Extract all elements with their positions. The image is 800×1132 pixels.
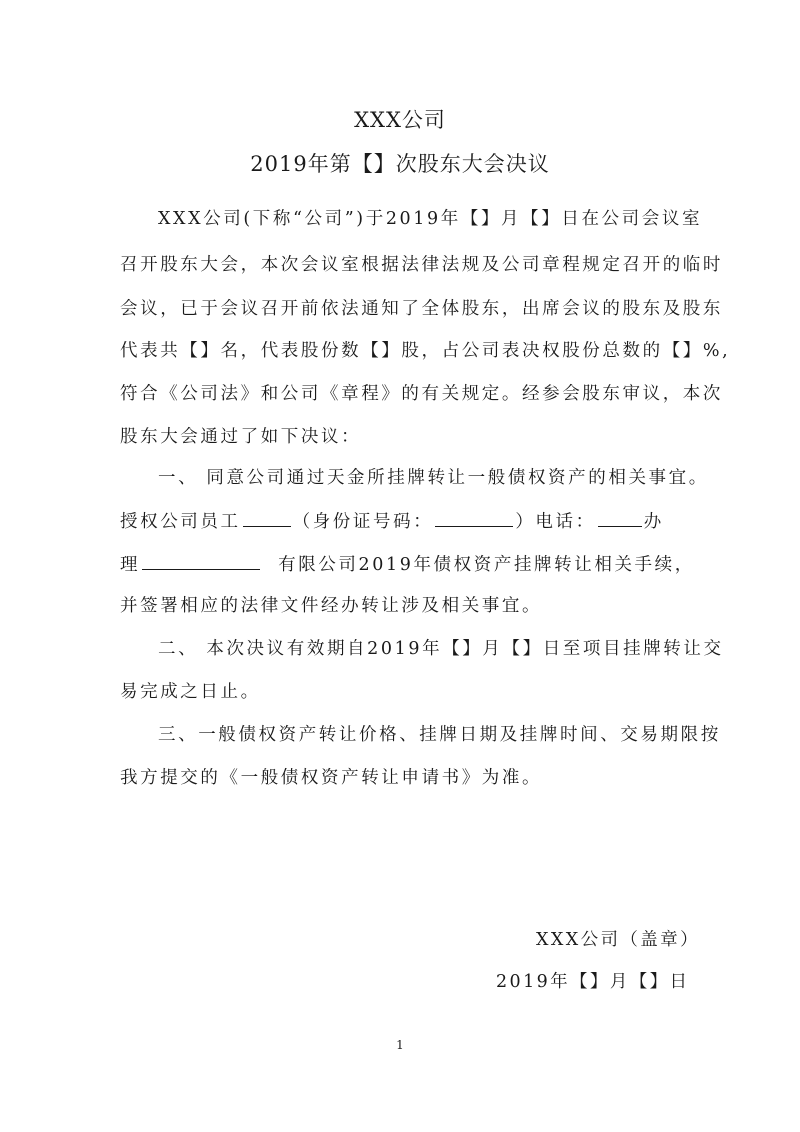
- id-number-blank[interactable]: [435, 509, 513, 527]
- item1-text: 理: [120, 555, 141, 575]
- item1-text: ）电话：: [515, 512, 596, 532]
- intro-line: 符合《公司法》和公司《章程》的有关规定。经参会股东审议，本次: [120, 384, 723, 404]
- item1-line: 一、 同意公司通过天金所挂牌转让一般债权资产的相关事宜。: [158, 468, 709, 488]
- intro-line: 召开股东大会，本次会议室根据法律法规及公司章程规定召开的临时: [120, 255, 723, 275]
- item1-text: （身份证号码：: [292, 512, 434, 532]
- item1-line: [120, 552, 695, 577]
- agent-company-blank[interactable]: [142, 552, 260, 570]
- item1-authorization-line: [120, 509, 680, 534]
- date-line: 2019年【】月【】日: [496, 972, 690, 992]
- resolution-title: 2019年第【】次股东大会决议: [250, 152, 550, 176]
- item2-line: 二、 本次决议有效期自2019年【】月【】日至项目挂牌转让交: [158, 639, 724, 659]
- company-title: XXX公司: [354, 108, 446, 132]
- item1-text: 有限公司2019年债权资产挂牌转让相关手续，: [278, 555, 695, 575]
- intro-line: 会议，已于会议召开前依法通知了全体股东，出席会议的股东及股东: [120, 299, 723, 319]
- intro-line: 股东大会通过了如下决议：: [120, 427, 362, 447]
- item3-line: 我方提交的《一般债权资产转让申请书》为准。: [120, 768, 543, 788]
- signature-line: XXX公司（盖章）: [536, 930, 700, 950]
- phone-blank[interactable]: [598, 509, 642, 527]
- item1-line: 并签署相应的法律文件经办转让涉及相关事宜。: [120, 596, 543, 616]
- intro-line: XXX公司(下称“公司”)于2019年【】月【】日在公司会议室: [158, 209, 703, 229]
- intro-line: 代表共【】名，代表股份数【】股，占公司表决权股份总数的【】%,: [120, 341, 731, 361]
- item3-line: 三、一般债权资产转让价格、挂牌日期及挂牌时间、交易期限按: [158, 725, 721, 745]
- page-number: 1: [396, 1038, 404, 1052]
- item1-text: 办: [643, 512, 664, 532]
- item1-text: 授权公司员工: [120, 512, 241, 532]
- employee-name-blank[interactable]: [243, 509, 291, 527]
- item2-line: 易完成之日止。: [120, 682, 261, 702]
